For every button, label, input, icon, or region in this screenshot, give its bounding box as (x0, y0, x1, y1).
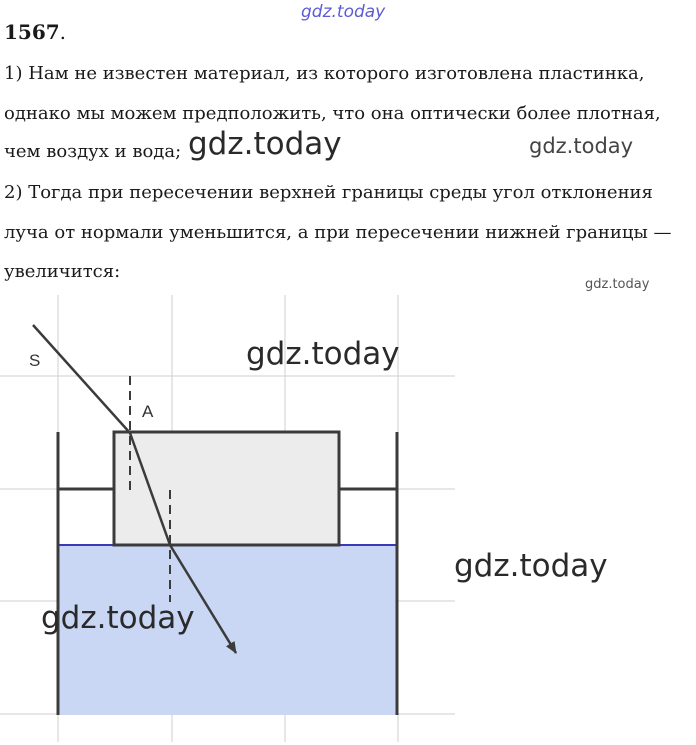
text-line-5: луча от нормали уменьшится, а при пересечении нижней границы — (4, 222, 672, 243)
text-line-1: 1) Нам не известен материал, из которого изготовлена пластинка, (4, 63, 645, 84)
label-point-a: A (142, 402, 154, 421)
watermark-top: gdz.today (301, 2, 386, 22)
watermark-line3-right: gdz.today (529, 134, 634, 158)
text-line-2: однако мы можем предположить, что она оптически более плотная, (4, 103, 661, 124)
watermark-line3-large: gdz.today (188, 126, 342, 162)
text-line-6: увеличится: (4, 261, 121, 282)
text-line-4: 2) Тогда при пересечении верхней границы среды угол отклонения (4, 182, 653, 203)
plate (114, 432, 339, 545)
label-source: S (29, 351, 41, 370)
watermark-diagram-right: gdz.today (454, 548, 608, 584)
watermark-diagram-bottom-left: gdz.today (41, 600, 195, 636)
text-line-3: чем воздух и вода; (4, 141, 182, 162)
watermark-diagram-top: gdz.today (246, 336, 400, 372)
watermark-small-right: gdz.today (585, 277, 650, 292)
problem-number: 1567. (4, 20, 67, 44)
